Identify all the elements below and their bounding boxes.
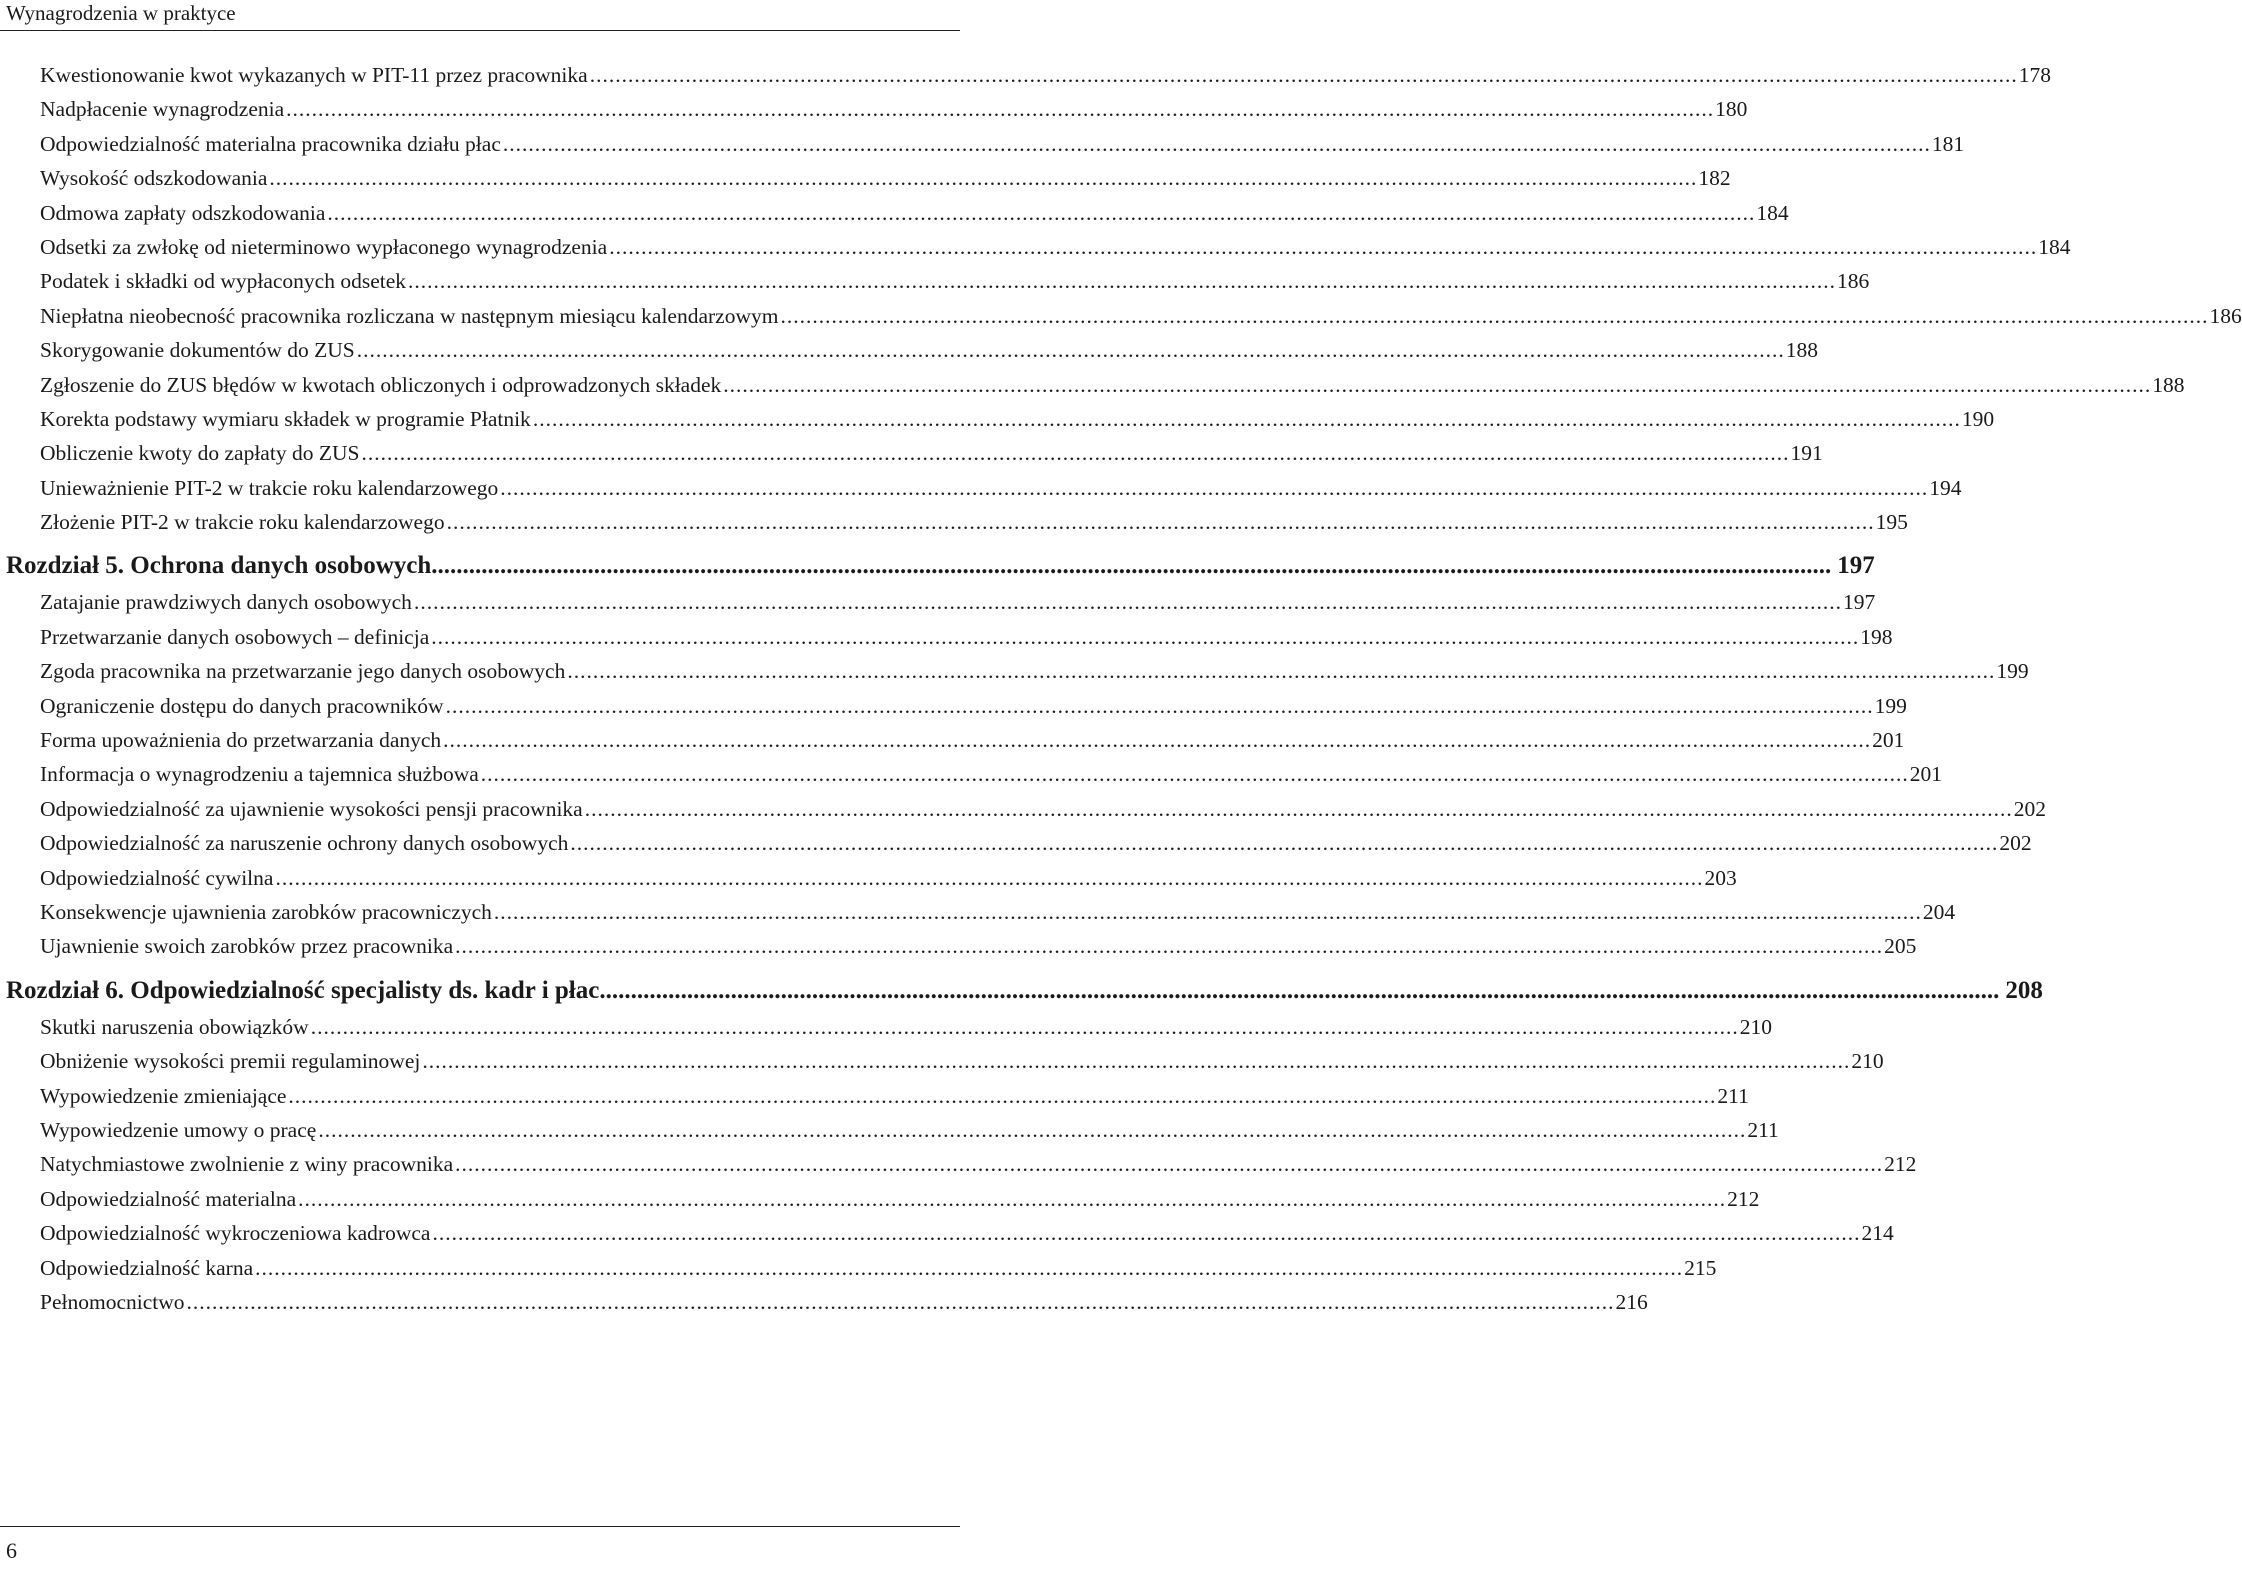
toc-entry-page-number: 194 xyxy=(1929,475,1962,500)
toc-entry-title: Skutki naruszenia obowiązków xyxy=(40,1010,311,1044)
toc-entry-title: Odmowa zapłaty odszkodowania xyxy=(40,196,327,230)
toc-entry[interactable] xyxy=(40,436,1823,470)
toc-entry[interactable] xyxy=(40,620,1893,654)
dot-leader xyxy=(298,1182,1726,1216)
toc-entry-page-number: 188 xyxy=(2152,372,2185,397)
toc-entry-title: Forma upoważnienia do przetwarzania danych xyxy=(40,723,443,757)
dot-leader xyxy=(431,620,1859,654)
dot-leader xyxy=(567,654,1995,688)
toc-entry[interactable] xyxy=(40,1216,1894,1250)
dot-leader xyxy=(357,333,1785,367)
toc-section-chapter-6 xyxy=(0,1010,1917,1320)
dot-leader xyxy=(422,1044,1850,1078)
toc-entry-page-number: 204 xyxy=(1922,899,1956,924)
dot-leader xyxy=(187,1285,1615,1319)
toc-entry-title: Odpowiedzialność karna xyxy=(40,1251,255,1285)
toc-entry[interactable] xyxy=(40,368,2185,402)
dot-leader xyxy=(455,1147,1883,1181)
toc-entry-page-number: 215 xyxy=(1684,1255,1717,1280)
toc-entry-page-number: 190 xyxy=(1961,406,1995,431)
dot-leader xyxy=(599,972,1999,1010)
toc-entry-page-number: 201 xyxy=(1872,728,1905,753)
dot-leader xyxy=(455,929,1883,963)
toc-entry-page-number: 198 xyxy=(1860,624,1893,649)
toc-entry[interactable] xyxy=(40,1285,1648,1319)
toc-entry-title: Natychmiastowe zwolnienie z winy pracownika xyxy=(40,1147,455,1181)
toc-entry[interactable] xyxy=(40,333,1818,367)
dot-leader xyxy=(288,1079,1716,1113)
toc-entry-title: Korekta podstawy wymiaru składek w programie Płatnik xyxy=(40,402,533,436)
toc-entry[interactable] xyxy=(40,92,1748,126)
toc-entry[interactable] xyxy=(40,58,2051,92)
toc-entry-title: Odpowiedzialność materialna xyxy=(40,1182,298,1216)
toc-entry[interactable] xyxy=(40,1079,1749,1113)
dot-leader xyxy=(431,547,1831,585)
toc-entry[interactable] xyxy=(40,471,1962,505)
toc-entry[interactable] xyxy=(40,585,1876,619)
toc-entry-title: Nadpłacenie wynagrodzenia xyxy=(40,92,286,126)
dot-leader xyxy=(494,895,1922,929)
dot-leader xyxy=(414,585,1842,619)
toc-entry-title: Złożenie PIT-2 w trakcie roku kalendarzowego xyxy=(40,505,447,539)
toc-entry-page-number: 214 xyxy=(1861,1221,1894,1246)
toc-entry[interactable] xyxy=(40,299,2242,333)
dot-leader xyxy=(590,58,2018,92)
toc-entry-page-number: 210 xyxy=(1739,1014,1772,1039)
toc-entry-title: Zgoda pracownika na przetwarzanie jego danych osobowych xyxy=(40,654,567,688)
toc-entry-page-number: 201 xyxy=(1909,762,1943,787)
toc-entry[interactable] xyxy=(40,757,1943,791)
toc-entry[interactable] xyxy=(40,861,1737,895)
page-number: 6 xyxy=(6,1538,17,1563)
dot-leader xyxy=(286,92,1714,126)
toc-entry-page-number: 205 xyxy=(1884,934,1917,959)
dot-leader xyxy=(269,161,1697,195)
dot-leader xyxy=(446,689,1874,723)
dot-leader xyxy=(327,196,1755,230)
toc-entry-page-number: 181 xyxy=(1931,131,1965,156)
toc-entry[interactable] xyxy=(40,792,2046,826)
dot-leader xyxy=(443,723,1871,757)
toc-entry-title: Odpowiedzialność za ujawnienie wysokości pensji pracownika xyxy=(40,792,585,826)
toc-entry-title: Wypowiedzenie zmieniające xyxy=(40,1079,288,1113)
toc-entry[interactable] xyxy=(40,161,1731,195)
toc-entry[interactable] xyxy=(40,929,1917,963)
toc-entry-title: Odpowiedzialność za naruszenie ochrony danych osobowych xyxy=(40,826,570,860)
dot-leader xyxy=(255,1251,1683,1285)
dot-leader xyxy=(361,436,1789,470)
header-rule xyxy=(0,30,960,31)
dot-leader xyxy=(408,264,1836,298)
toc-entry-page-number: 202 xyxy=(1999,831,2032,856)
chapter-page-number: 208 xyxy=(2005,976,2043,1004)
toc-entry[interactable] xyxy=(40,654,2029,688)
toc-entry-title: Zgłoszenie do ZUS błędów w kwotach obliczonych i odprowadzonych składek xyxy=(40,368,723,402)
toc-entry[interactable] xyxy=(40,1044,1884,1078)
toc-entry-title: Obliczenie kwoty do zapłaty do ZUS xyxy=(40,436,361,470)
toc-entry[interactable] xyxy=(40,402,1995,436)
footer-rule xyxy=(0,1526,960,1527)
toc-entry[interactable] xyxy=(40,505,1908,539)
toc-entry-page-number: 211 xyxy=(1717,1083,1749,1108)
toc-entry-title: Wysokość odszkodowania xyxy=(40,161,269,195)
toc-entry-title: Obniżenie wysokości premii regulaminowej xyxy=(40,1044,422,1078)
toc-entry[interactable] xyxy=(40,723,1905,757)
toc-entry[interactable] xyxy=(40,1251,1717,1285)
dot-leader xyxy=(503,127,1931,161)
toc-entry-page-number: 186 xyxy=(2209,303,2242,328)
toc-entry-page-number: 216 xyxy=(1615,1289,1648,1314)
toc-entry-page-number: 195 xyxy=(1875,510,1908,535)
table-of-contents xyxy=(0,58,2242,1319)
dot-leader xyxy=(318,1113,1746,1147)
running-head: Wynagrodzenia w praktyce xyxy=(6,1,236,25)
dot-leader xyxy=(432,1216,1860,1250)
toc-entry-page-number: 186 xyxy=(1837,269,1870,294)
toc-entry-title: Unieważnienie PIT-2 w trakcie roku kalendarzowego xyxy=(40,471,500,505)
dot-leader xyxy=(500,471,1928,505)
toc-entry-title: Przetwarzanie danych osobowych – definicja xyxy=(40,620,431,654)
toc-entry-page-number: 178 xyxy=(2018,63,2051,87)
toc-entry-title: Wypowiedzenie umowy o pracę xyxy=(40,1113,318,1147)
toc-entry[interactable] xyxy=(40,196,1789,230)
dot-leader xyxy=(780,299,2208,333)
toc-entry-title: Pełnomocnictwo xyxy=(40,1285,187,1319)
dot-leader xyxy=(275,861,1703,895)
toc-entry[interactable] xyxy=(40,1010,1772,1044)
toc-entry-page-number: 182 xyxy=(1698,166,1731,191)
toc-entry-title: Odpowiedzialność materialna pracownika działu płac xyxy=(40,127,503,161)
dot-leader xyxy=(533,402,1961,436)
chapter-title: Rozdział 6. Odpowiedzialność specjalisty ds. kadr i płac xyxy=(6,976,600,1004)
chapter-page-number: 197 xyxy=(1837,552,1875,580)
toc-entry[interactable] xyxy=(40,1147,1917,1181)
toc-entry-title: Odsetki za zwłokę od nieterminowo wypłaconego wynagrodzenia xyxy=(40,230,609,264)
dot-leader xyxy=(570,826,1998,860)
toc-entry[interactable] xyxy=(40,1113,1779,1147)
toc-section-continued xyxy=(0,58,2242,539)
chapter-heading-5[interactable] xyxy=(6,547,1875,585)
toc-entry-title: Skorygowanie dokumentów do ZUS xyxy=(40,333,357,367)
toc-entry[interactable] xyxy=(40,264,1870,298)
toc-entry-page-number: 202 xyxy=(2013,796,2046,821)
toc-entry-page-number: 180 xyxy=(1715,97,1748,122)
toc-entry-title: Niepłatna nieobecność pracownika rozliczana w następnym miesiącu kalendarzowym xyxy=(40,299,780,333)
toc-entry-page-number: 212 xyxy=(1884,1152,1917,1177)
chapter-heading-6[interactable] xyxy=(6,972,2043,1010)
dot-leader xyxy=(585,792,2013,826)
toc-entry[interactable] xyxy=(40,1182,1760,1216)
dot-leader xyxy=(311,1010,1739,1044)
toc-entry[interactable] xyxy=(40,895,1956,929)
toc-entry-page-number: 197 xyxy=(1842,590,1876,615)
toc-entry-title: Kwestionowanie kwot wykazanych w PIT-11 przez pracownika xyxy=(40,58,590,92)
toc-entry-page-number: 184 xyxy=(2038,234,2071,259)
toc-entry-page-number: 210 xyxy=(1851,1049,1884,1074)
dot-leader xyxy=(609,230,2037,264)
dot-leader xyxy=(447,505,1875,539)
toc-entry-title: Konsekwencje ujawnienia zarobków pracowniczych xyxy=(40,895,494,929)
toc-entry-title: Odpowiedzialność cywilna xyxy=(40,861,275,895)
toc-entry-title: Odpowiedzialność wykroczeniowa kadrowca xyxy=(40,1216,432,1250)
toc-entry-page-number: 199 xyxy=(1874,693,1907,718)
toc-entry-title: Ujawnienie swoich zarobków przez pracownika xyxy=(40,929,455,963)
toc-entry[interactable] xyxy=(40,230,2071,264)
dot-leader xyxy=(723,368,2151,402)
toc-entry-page-number: 191 xyxy=(1790,441,1823,466)
toc-entry-title: Ograniczenie dostępu do danych pracowników xyxy=(40,689,446,723)
toc-entry[interactable] xyxy=(40,127,1965,161)
toc-entry-title: Informacja o wynagrodzeniu a tajemnica służbowa xyxy=(40,757,481,791)
toc-entry-page-number: 212 xyxy=(1727,1186,1760,1211)
toc-entry-page-number: 184 xyxy=(1756,200,1789,225)
chapter-title: Rozdział 5. Ochrona danych osobowych xyxy=(6,552,432,580)
toc-entry-page-number: 199 xyxy=(1996,659,2029,684)
toc-section-chapter-5 xyxy=(0,585,2046,963)
toc-entry-page-number: 203 xyxy=(1704,865,1737,890)
toc-entry-page-number: 188 xyxy=(1785,338,1818,363)
dot-leader xyxy=(481,757,1909,791)
toc-entry-title: Zatajanie prawdziwych danych osobowych xyxy=(40,585,414,619)
toc-entry-title: Podatek i składki od wypłaconych odsetek xyxy=(40,264,408,298)
toc-entry[interactable] xyxy=(40,689,1907,723)
toc-entry-page-number: 211 xyxy=(1747,1117,1779,1142)
toc-entry[interactable] xyxy=(40,826,2032,860)
